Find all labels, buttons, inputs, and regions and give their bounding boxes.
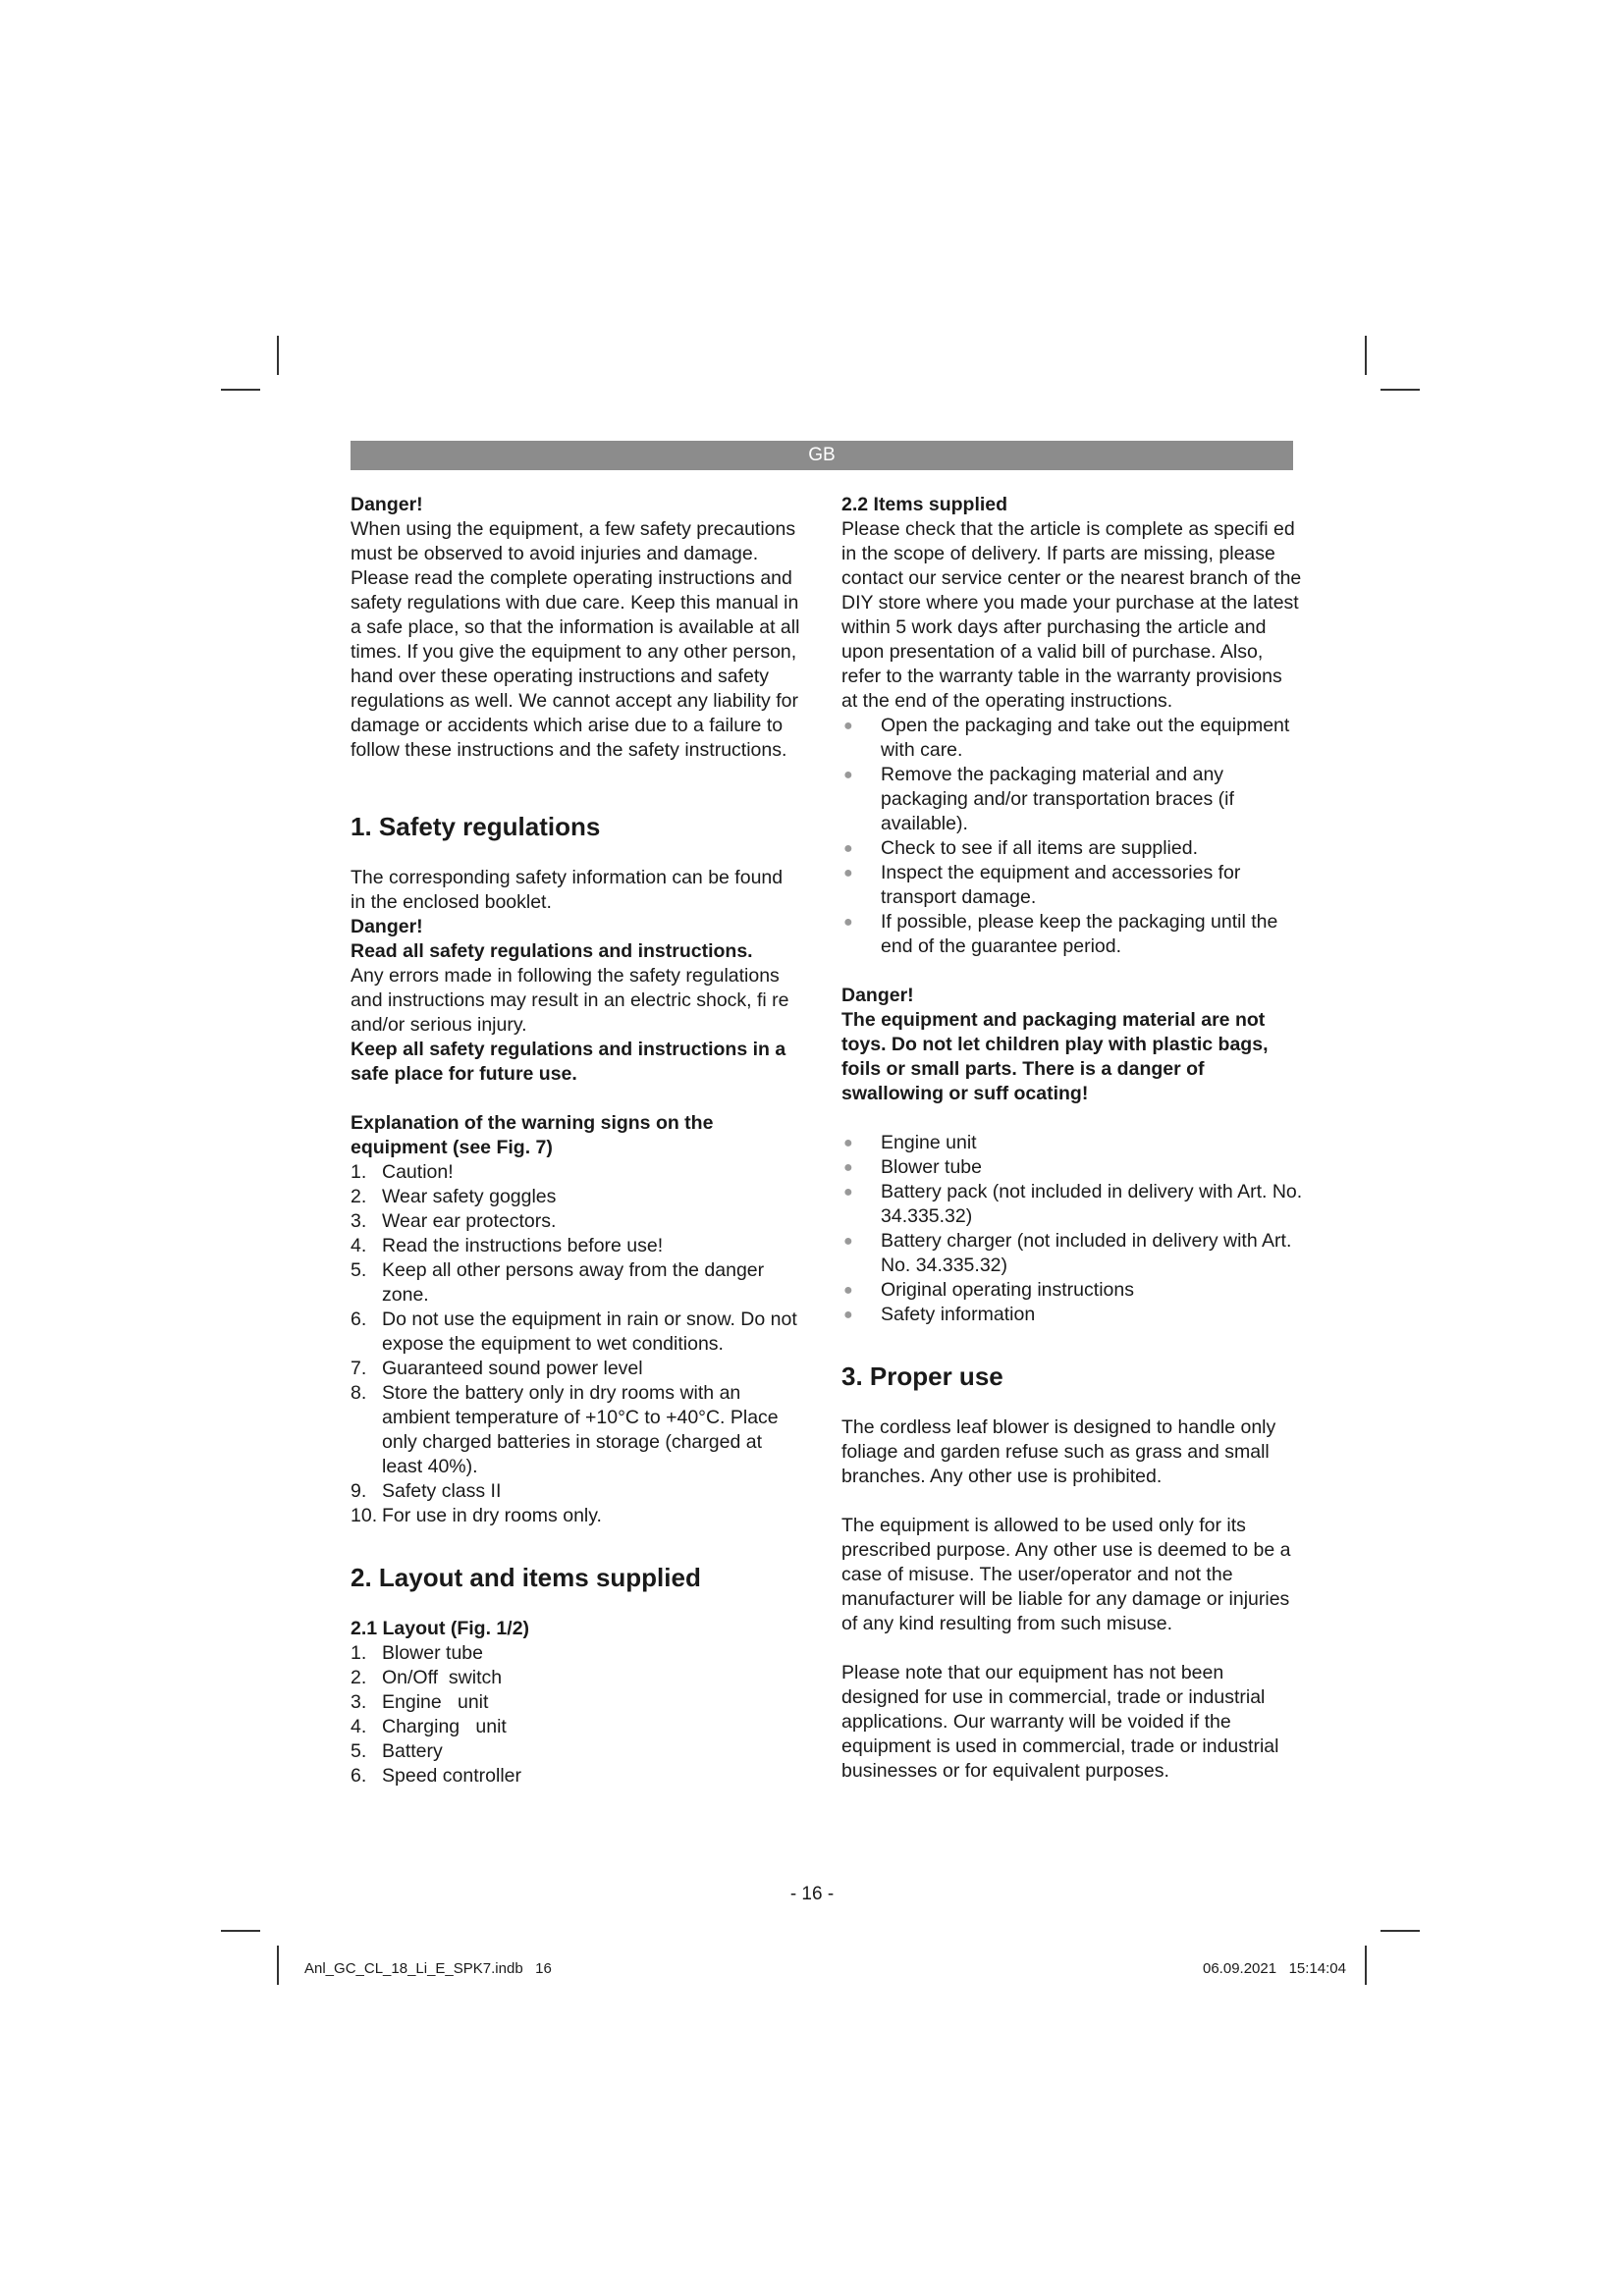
footer-file-name: Anl_GC_CL_18_Li_E_SPK7.indb 16 <box>304 1960 552 1977</box>
list-item: ● If possible, please keep the packaging until the end of the guarantee period. <box>843 911 1278 957</box>
footer-timestamp: 06.09.2021 15:14:04 <box>1203 1960 1346 1977</box>
list-item: ● Engine unit <box>843 1132 977 1153</box>
list-item: 5. Battery <box>351 1740 443 1762</box>
list-item: 6. Speed controller <box>351 1765 522 1787</box>
danger-heading: Danger! <box>351 494 423 515</box>
layout-list <box>351 1641 802 1789</box>
danger-text: When using the equipment, a few safety precautions must be observed to avoid injuries and damage. Please read the complete operating instructions and safety regulations with due care. Keep this manual in a safe place, so that the information is available at all times. If you give the equipment to any other person, hand over these operating instructions and safety regulations as well. We cannot accept any liability for damage or accidents which arise due to a failure to follow these instructions and the safety instructions. <box>351 518 800 761</box>
list-item: ● Inspect the equipment and accessories for transport damage. <box>843 862 1241 908</box>
section-1-title: 1. Safety regulations <box>351 812 601 841</box>
left-column <box>351 493 802 1789</box>
items-supplied-text: Please check that the article is complete as specifi ed in the scope of delivery. If parts are missing, please contact our service center or the nearest branch of the DIY store where you made your purchase at the latest within 5 work days after purchasing the article and upon presentation of a valid bill of purchase. Also, refer to the warranty table in the warranty provisions at the end of the operating instructions. <box>841 518 1302 712</box>
safety-danger-heading: Danger! <box>351 916 423 937</box>
list-item: 2. Wear safety goggles <box>351 1186 557 1207</box>
crop-mark <box>221 1930 260 1932</box>
proper-use-paragraph-2: The equipment is allowed to be used only for its prescribed purpose. Any other use is deemed to be a case of misuse. The user/operator and not the manufacturer will be liable for any damage or injuries of any kind resulting from such misuse. <box>841 1515 1291 1634</box>
bullet-icon: ● <box>843 865 853 881</box>
list-item: ● Remove the packaging material and any packaging and/or transportation braces (if available). <box>843 764 1234 834</box>
crop-mark <box>277 1946 279 1985</box>
language-code: GB <box>808 445 836 465</box>
crop-mark <box>277 336 279 375</box>
bullet-icon: ● <box>843 840 853 857</box>
list-item: 6. Do not use the equipment in rain or snow. Do not expose the equipment to wet conditions. <box>351 1308 797 1355</box>
list-item: 4. Read the instructions before use! <box>351 1235 664 1256</box>
list-item: 5. Keep all other persons away from the danger zone. <box>351 1259 765 1306</box>
unpacking-steps-list <box>841 714 1303 959</box>
bullet-icon: ● <box>843 914 853 931</box>
bullet-icon: ● <box>843 1135 853 1151</box>
packaging-danger-text: The equipment and packaging material are not toys. Do not let children play with plastic bags, foils or small parts. There is a danger of swallowing or suff ocating! <box>841 1009 1269 1104</box>
list-item: ● Check to see if all items are supplied. <box>843 837 1198 859</box>
proper-use-paragraph-3: Please note that our equipment has not been designed for use in commercial, trade or industrial applications. Our warranty will be voided if the equipment is used in commercial, trade or industrial businesses or for equivalent purposes. <box>841 1662 1279 1782</box>
warning-signs-heading: Explanation of the warning signs on the equipment (see Fig. 7) <box>351 1112 714 1158</box>
bullet-icon: ● <box>843 1282 853 1299</box>
section-2-title: 2. Layout and items supplied <box>351 1563 701 1592</box>
bullet-icon: ● <box>843 1233 853 1250</box>
read-all-notice: Read all safety regulations and instructions. <box>351 940 753 962</box>
list-item: ● Original operating instructions <box>843 1279 1134 1301</box>
items-supplied-heading: 2.2 Items supplied <box>841 494 1008 515</box>
list-item: 9. Safety class II <box>351 1480 502 1502</box>
crop-mark <box>1380 1930 1420 1932</box>
crop-mark <box>1365 336 1367 375</box>
bullet-icon: ● <box>843 1307 853 1323</box>
proper-use-paragraph-1: The cordless leaf blower is designed to handle only foliage and garden refuse such as grass and small branches. Any other use is prohibited. <box>841 1416 1276 1487</box>
packaging-danger-heading: Danger! <box>841 985 914 1006</box>
bullet-icon: ● <box>843 1184 853 1201</box>
keep-instructions-notice: Keep all safety regulations and instructions in a safe place for future use. <box>351 1039 786 1085</box>
list-item: 1. Blower tube <box>351 1642 483 1664</box>
list-item: 1. Caution! <box>351 1161 454 1183</box>
list-item: 2. On/Off switch <box>351 1667 503 1688</box>
bullet-icon: ● <box>843 718 853 734</box>
bullet-icon: ● <box>843 767 853 783</box>
crop-mark <box>1380 389 1420 391</box>
list-item: 4. Charging unit <box>351 1716 507 1737</box>
list-item: 10. For use in dry rooms only. <box>351 1505 602 1526</box>
list-item: 7. Guaranteed sound power level <box>351 1358 643 1379</box>
list-item: ● Safety information <box>843 1304 1036 1325</box>
list-item: ● Battery pack (not included in delivery with Art. No. 34.335.32) <box>843 1181 1303 1227</box>
page-number: - 16 - <box>789 1884 835 1904</box>
right-column <box>841 493 1303 1784</box>
supplied-items-list <box>841 1131 1303 1327</box>
safety-intro: The corresponding safety information can be found in the enclosed booklet. <box>351 867 784 913</box>
list-item: ● Battery charger (not included in delivery with Art. No. 34.335.32) <box>843 1230 1292 1276</box>
crop-mark <box>1365 1946 1367 1985</box>
crop-mark <box>221 389 260 391</box>
warning-signs-list <box>351 1160 802 1528</box>
list-item: 3. Engine unit <box>351 1691 489 1713</box>
bullet-icon: ● <box>843 1159 853 1176</box>
list-item: 8. Store the battery only in dry rooms with an ambient temperature of +10°C to +40°C. Place only charged batteries in storage (charged at least 40%). <box>351 1382 779 1477</box>
language-header-bar <box>351 441 1293 470</box>
section-3-title: 3. Proper use <box>841 1362 1003 1391</box>
list-item: ● Open the packaging and take out the equipment with care. <box>843 715 1290 761</box>
layout-heading: 2.1 Layout (Fig. 1/2) <box>351 1618 530 1639</box>
list-item: 3. Wear ear protectors. <box>351 1210 557 1232</box>
list-item: ● Blower tube <box>843 1156 982 1178</box>
errors-warning: Any errors made in following the safety regulations and instructions may result in an electric shock, fi re and/or serious injury. <box>351 965 789 1036</box>
